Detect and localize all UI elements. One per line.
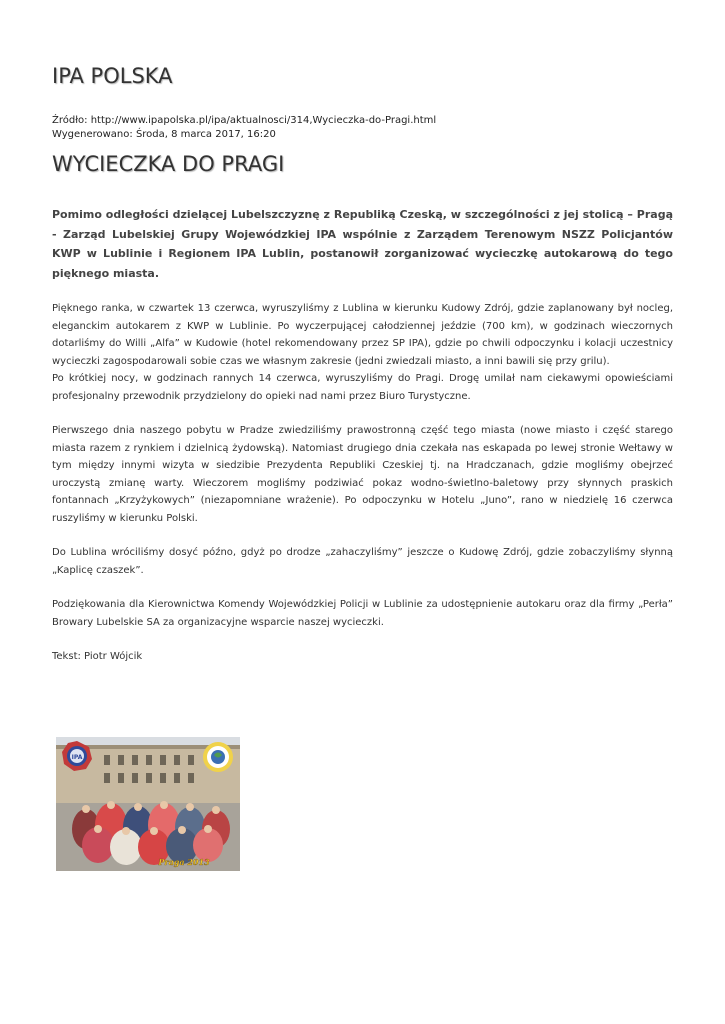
group-photo-image [56,737,240,871]
document-meta [52,114,436,142]
site-title: IPA POLSKA [52,64,173,88]
article-author: Tekst: Piotr Wójcik [52,651,143,662]
photo-caption: Praga 2013 [158,857,210,867]
group-photo [56,737,240,871]
article-body [52,205,673,683]
article-paragraph: Po krótkiej nocy, w godzinach rannych 14 czerwca, wyruszyliśmy do Pragi. Drogę umilał nam ciekawymi opowieściami profesjonalny przewodnik przydzielony do opieki nad nami przez Biuro Turystyczne. [52,373,673,402]
article-paragraph: Do Lublina wróciliśmy dosyć późno, gdyż po drodze „zahaczyliśmy” jeszcze o Kudowę Zdrój, gdzie zobaczyliśmy słynną „Kaplicę czaszek”. [52,547,673,576]
source-line: Źródło: http://www.ipapolska.pl/ipa/aktualnosci/314,Wycieczka-do-Pragi.html [52,115,437,126]
article-lead: Pomimo odległości dzielącej Lubelszczyznę z Republiką Czeską, w szczególności z jej stolicą – Pragą - Zarząd Lubelskiej Grupy Wojewódzkiej IPA wspólnie z Zarządem Terenowym NSZZ Policjantów KWP w Lublinie i Regionem IPA Lublin, postanowił zorganizować wycieczkę autokarową do tego pięknego miasta. [52,208,673,280]
article-title: WYCIECZKA DO PRAGI [52,152,285,176]
ipa-logo-left-text: IPA [71,754,83,761]
generated-line: Wygenerowano: Środa, 8 marca 2017, 16:20 [52,129,276,140]
article-paragraph: Pierwszego dnia naszego pobytu w Pradze zwiedziliśmy prawostronną część tego miasta (nowe miasto i część starego miasta razem z rynkiem i dzielnicą żydowską). Natomiast drugiego dnia czekała nas eskapada po lewej stronie Wełtawy w tym między innymi wizyta w siedzibie Prezydenta Republiki Czeskiej tj. na Hradczanach, gdzie mogliśmy obejrzeć uroczystą zmianę warty. Wieczorem mogliśmy podziwiać pokaz wodno-świetlno-baletowy przy słynnych praskich fontannach „Krzyżykowych” (niezapomniane wrażenie). Po odpoczynku w Hotelu „Juno”, rano w niedzielę 16 czerwca ruszyliśmy w kierunku Polski. [52,425,673,524]
article-paragraph: Pięknego ranka, w czwartek 13 czerwca, wyruszyliśmy z Lublina w kierunku Kudowy Zdrój, gdzie zaplanowany był nocleg, eleganckim autokarem z KWP w Lublinie. Po wyczerpującej całodziennej jeździe (700 km), w godzinach wieczornych dotarliśmy do Willi „Alfa” w Kudowie (hotel rekomendowany przez SP IPA), gdzie po chwili odpoczynku i kolacji uczestnicy wycieczki zagospodarowali sobie czas we własnym zakresie (jedni zwiedzali miasto, a inni bawili się przy grilu). [52,303,673,367]
ipa-logo-right [203,742,233,772]
article-paragraph: Podziękowania dla Kierownictwa Komendy Wojewódzkiej Policji w Lublinie za udostępnienie autokaru oraz dla firmy „Perła” Browary Lubelskie SA za organizacyjne wsparcie naszej wycieczki. [52,599,673,628]
